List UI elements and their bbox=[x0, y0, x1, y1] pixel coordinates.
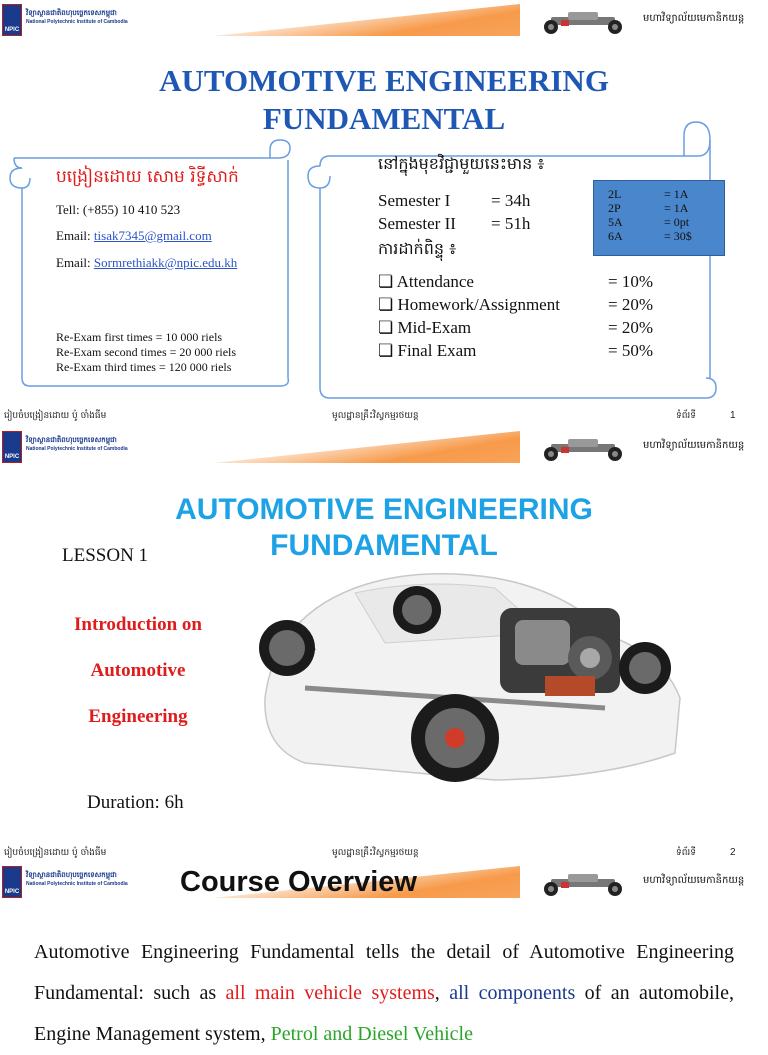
institute-name: វិទ្យាស្ថានជាតិពហុបច្ចេកទេសកម្ពុជា National Polytechnic Institute of Cambodia bbox=[26, 871, 128, 887]
footer-author: រៀបចំបង្រៀនដោយ ប៉ូ ចាំងធីម bbox=[4, 411, 107, 421]
grading-list bbox=[378, 272, 653, 364]
npic-logo: NPIC bbox=[2, 431, 22, 463]
slide-title: AUTOMOTIVE ENGINEERING FUNDAMENTAL bbox=[159, 63, 609, 136]
subject-heading: នៅក្នុងមុខវិជ្ជាមួយនេះមាន ៖ bbox=[378, 154, 545, 173]
semester-1: Semester I = 34h bbox=[378, 191, 531, 210]
grading-item: ❏ Attendance = 10% bbox=[378, 272, 653, 291]
footer-page-label: ទំព័រទី bbox=[676, 411, 696, 421]
lecturer-email-2: Email: Sormrethiakk@npic.edu.kh bbox=[56, 255, 238, 270]
slide-footer bbox=[0, 410, 768, 424]
car-chassis-image bbox=[533, 6, 633, 36]
car-chassis-image bbox=[533, 868, 633, 898]
header-orange-stripe bbox=[200, 4, 520, 36]
email-link-1[interactable]: tisak7345@gmail.com bbox=[93, 228, 212, 243]
slide-3-title: Course Overview bbox=[180, 866, 417, 898]
highlight-vehicle-types: Petrol and Diesel Vehicle bbox=[270, 1023, 473, 1045]
penalty-row: 5A = 0pt bbox=[608, 215, 690, 229]
reexam-line: Re-Exam third times = 120 000 riels bbox=[56, 360, 232, 374]
reexam-line: Re-Exam second times = 20 000 riels bbox=[56, 345, 237, 359]
slide-1 bbox=[0, 0, 768, 424]
email-link-2[interactable]: Sormrethiakk@npic.edu.kh bbox=[93, 255, 238, 270]
institute-name-kh: វិទ្យាស្ថានជាតិពហុបច្ចេកទេសកម្ពុជា bbox=[26, 9, 117, 17]
reexam-fees bbox=[56, 330, 236, 375]
car-chassis-image bbox=[533, 433, 633, 463]
lesson-label: LESSON 1 bbox=[62, 545, 149, 566]
grading-heading: ការដាក់ពិន្ទុ ៖ bbox=[378, 239, 457, 258]
lesson-intro: Introduction on Automotive Engineering bbox=[74, 614, 202, 727]
slide-header: NPIC វិទ្យាស្ថានជាតិពហុបច្ចេកទេសកម្ពុជា National Polytechnic Institute of Cambodia មហាវិទ្យាល័យមេកានិកយន្ត bbox=[0, 427, 768, 467]
npic-logo: NPIC bbox=[2, 866, 22, 898]
footer-page-number: 1 bbox=[730, 410, 736, 421]
penalty-row: 2L = 1A bbox=[608, 187, 689, 201]
course-overview-paragraph: Automotive Engineering Fundamental tells the detail of Automotive Engineering Fundamental: such as all main vehicle systems, all components of an automobile, Engine Management system, Petrol and Diesel Vehicle bbox=[34, 941, 734, 1045]
npic-logo: NPIC bbox=[2, 4, 22, 36]
highlight-main-systems: all main vehicle systems bbox=[225, 982, 435, 1004]
institute-name-en: National Polytechnic Institute of Cambodia bbox=[26, 19, 128, 25]
car-cutaway-image bbox=[245, 548, 690, 818]
slide-footer: រៀបចំបង្រៀនដោយ ប៉ូ ចាំងធីម មូលដ្ឋានគ្រឹះវិស្វកម្មរថយន្ត ទំព័រទី 2 bbox=[4, 847, 736, 858]
institute-name bbox=[26, 9, 128, 25]
lecturer-phone: Tell: (+855) 10 410 523 bbox=[56, 202, 181, 217]
header-orange-stripe bbox=[200, 431, 520, 463]
grading-item: ❏ Homework/Assignment = 20% bbox=[378, 295, 653, 314]
footer-page-number: 2 bbox=[730, 847, 736, 858]
lesson-duration: Duration: 6h bbox=[87, 792, 184, 813]
semester-2: Semester II = 51h bbox=[378, 214, 531, 233]
footer-course: មូលដ្ឋានគ្រឹះវិស្វកម្មរថយន្ត bbox=[332, 411, 419, 421]
slide-2-title: AUTOMOTIVE ENGINEERING FUNDAMENTAL bbox=[175, 493, 593, 562]
penalty-row: 6A = 30$ bbox=[608, 229, 692, 243]
penalty-row: 2P = 1A bbox=[608, 201, 689, 215]
slide-header: NPIC វិទ្យាស្ថានជាតិពហុបច្ចេកទេសកម្ពុជា National Polytechnic Institute of Cambodia មហាវិទ្យាល័យមេកានិកយន្ត bbox=[0, 862, 768, 902]
highlight-components: all components bbox=[449, 982, 576, 1004]
grading-item: ❏ Final Exam = 50% bbox=[378, 341, 653, 360]
grading-item: ❏ Mid-Exam = 20% bbox=[378, 318, 653, 337]
reexam-line: Re-Exam first times = 10 000 riels bbox=[56, 330, 223, 344]
institute-name: វិទ្យាស្ថានជាតិពហុបច្ចេកទេសកម្ពុជា National Polytechnic Institute of Cambodia bbox=[26, 436, 128, 452]
lecturer-email-1: Email: tisak7345@gmail.com bbox=[56, 228, 212, 243]
lecturer-heading: បង្រៀនដោយ សោម រិទ្ធីសាក់ bbox=[56, 167, 239, 187]
university-name: មហាវិទ្យាល័យមេកានិកយន្ត bbox=[643, 13, 745, 24]
penalty-table bbox=[593, 180, 725, 256]
slide-header bbox=[0, 0, 768, 40]
